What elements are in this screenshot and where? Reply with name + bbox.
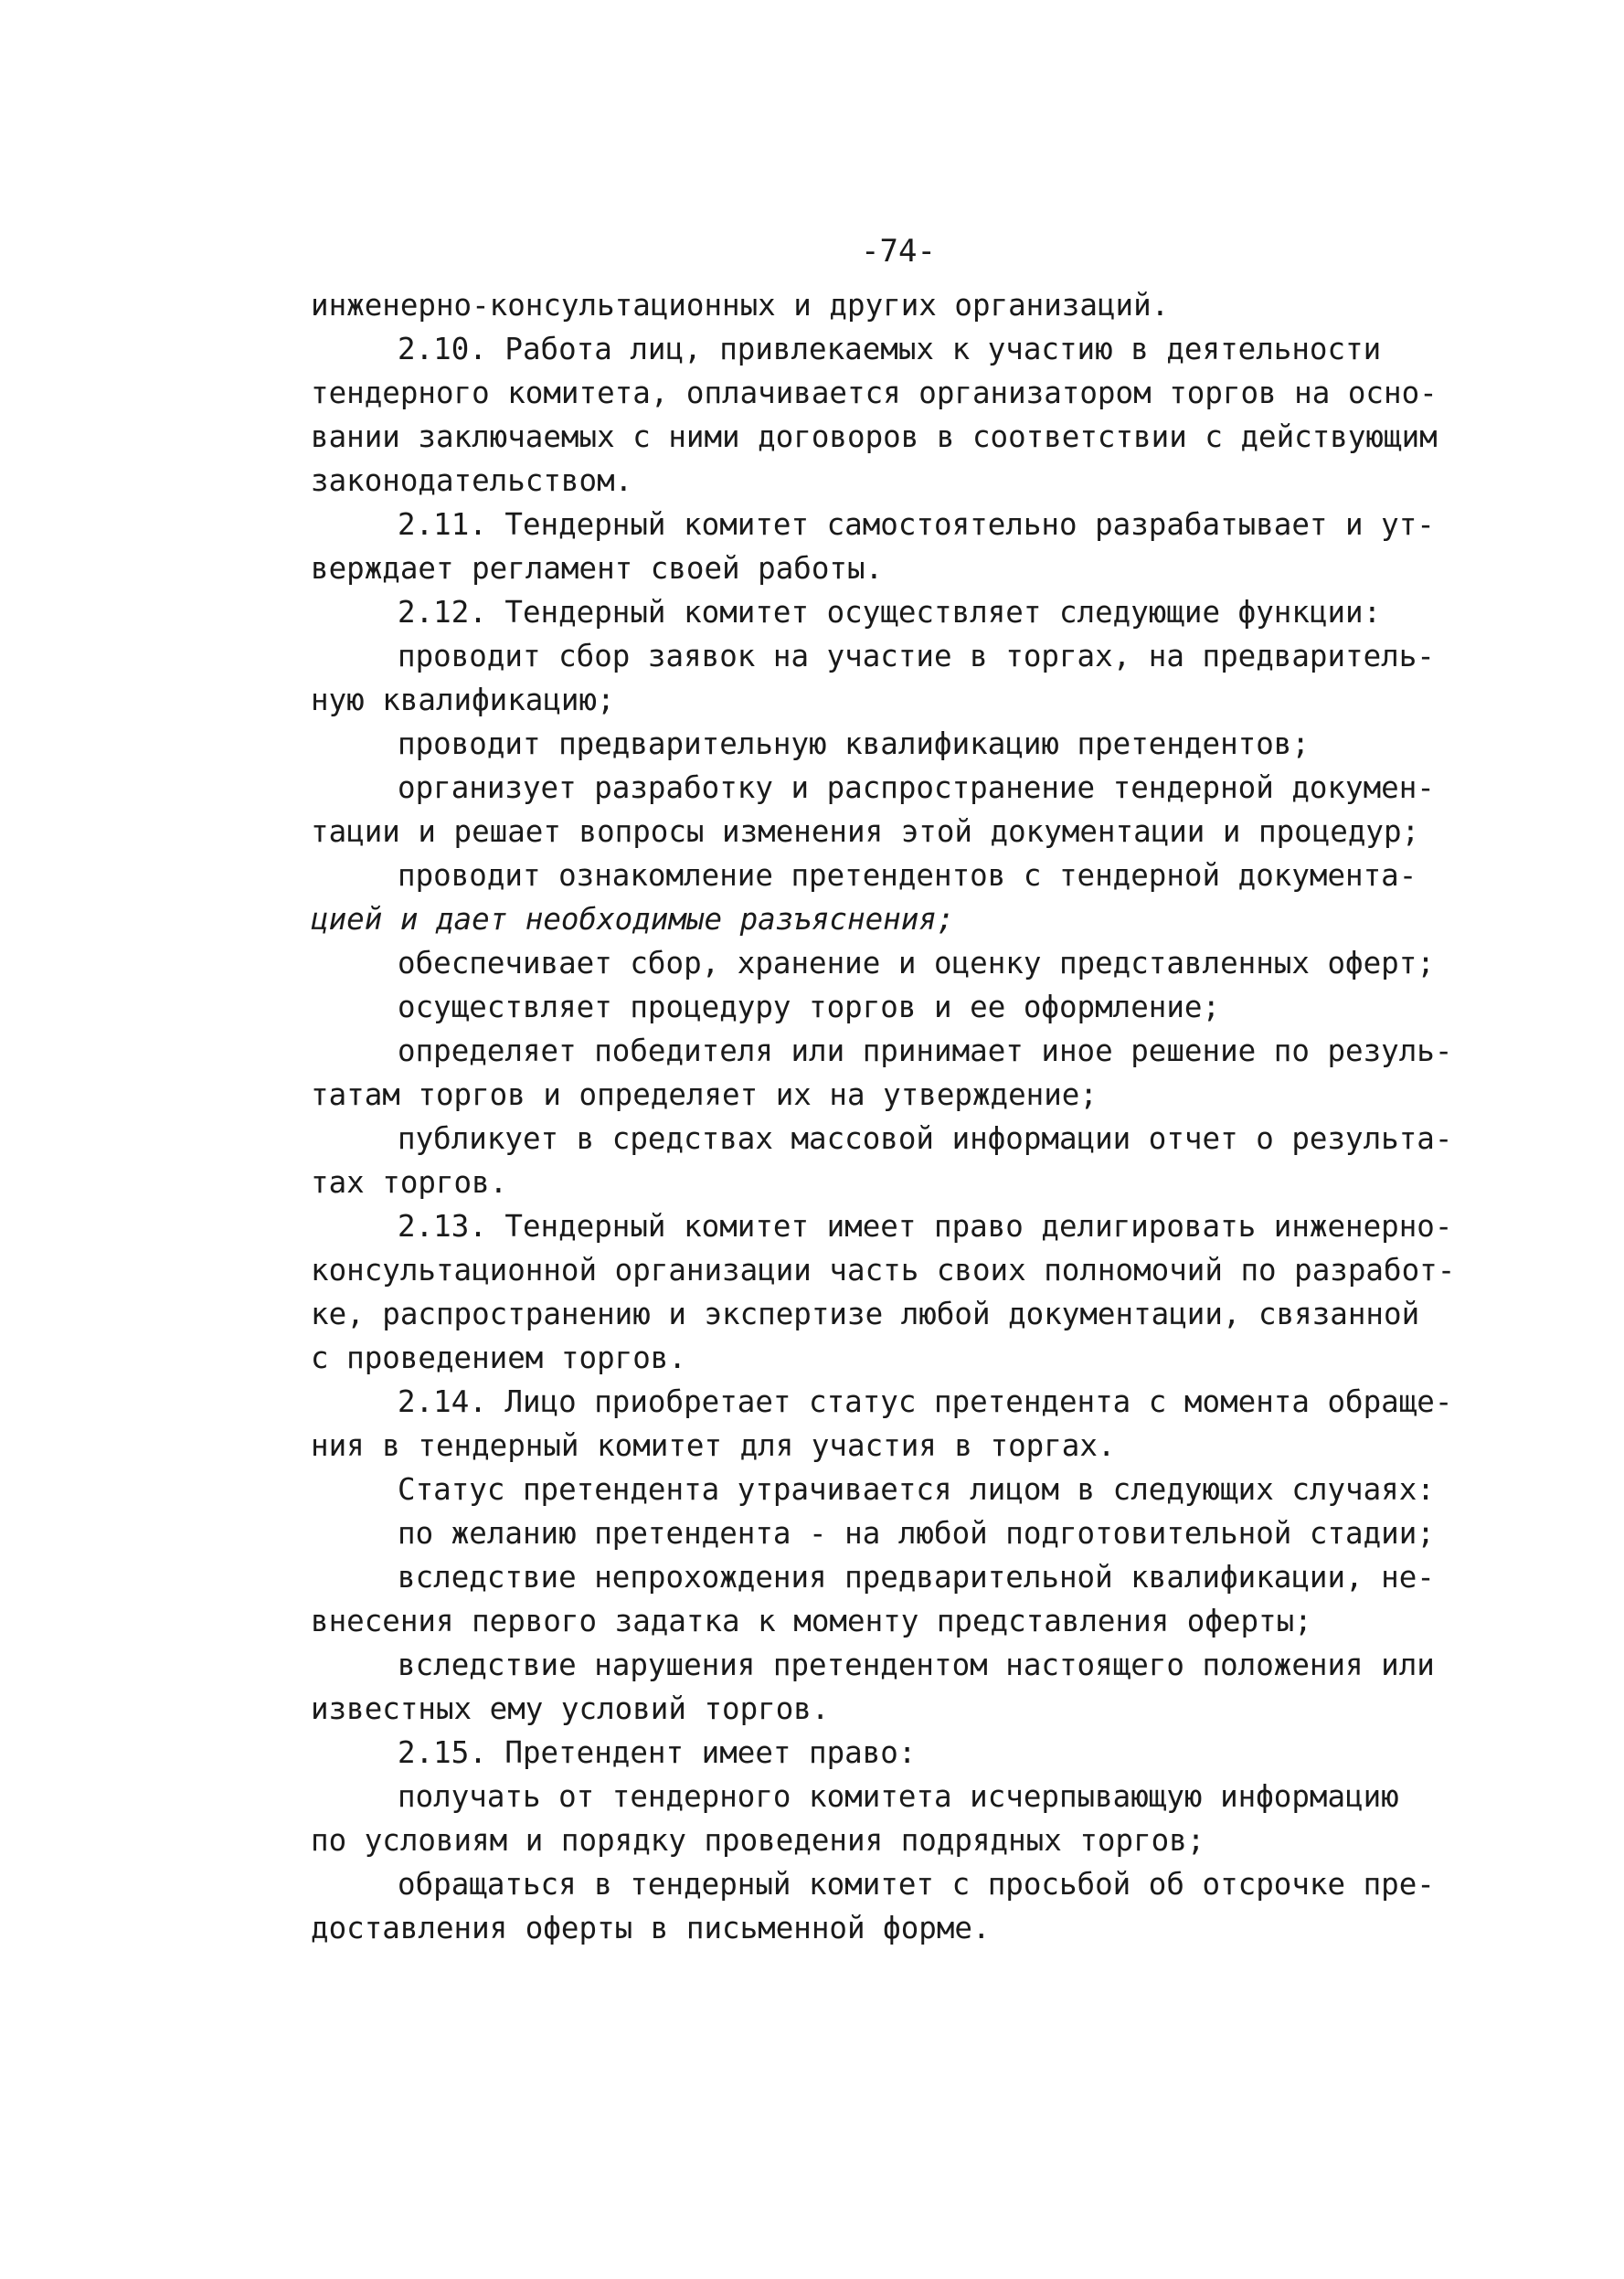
text-line: 2.10. Работа лиц, привлекаемых к участию в деятельности (398, 332, 1382, 366)
text-line: верждает регламент своей работы. (311, 551, 884, 586)
text-line: 2.14. Лицо приобретает статус претендента с момента обраще- (398, 1384, 1453, 1419)
text-line: татам торгов и определяет их на утверждение; (311, 1077, 1098, 1112)
text-line: проводит предварительную квалификацию претендентов; (398, 726, 1310, 761)
text-line: проводит сбор заявок на участие в торгах, на предваритель- (398, 639, 1435, 673)
text-line: 2.13. Тендерный комитет имеет право делигировать инженерно- (398, 1209, 1453, 1244)
text-line: внесения первого задатка к моменту представления оферты; (311, 1604, 1312, 1638)
text-line: организует разработку и распространение тендерной докумен- (398, 770, 1435, 805)
text-line: инженерно-консультационных и других организаций. (311, 288, 1170, 323)
text-line: тах торгов. (311, 1165, 508, 1200)
text-line: ке, распространению и экспертизе любой документации, связанной (311, 1297, 1420, 1331)
text-line: вследствие непрохождения предварительной квалификации, не- (398, 1560, 1435, 1595)
text-line: публикует в средствах массовой информации отчет о результа- (398, 1121, 1453, 1156)
text-line: известных ему условий торгов. (311, 1691, 830, 1726)
text-line: ния в тендерный комитет для участия в торгах. (311, 1428, 1116, 1463)
text-line: обращаться в тендерный комитет с просьбой об отсрочке пре- (398, 1867, 1435, 1902)
document-body (311, 283, 1481, 1950)
text-line: проводит ознакомление претендентов с тендерной документа- (398, 858, 1417, 893)
text-line: по желанию претендента - на любой подготовительной стадии; (398, 1516, 1435, 1551)
text-line: определяет победителя или принимает иное решение по резуль- (398, 1034, 1453, 1068)
text-line: 2.12. Тендерный комитет осуществляет следующие функции: (398, 595, 1382, 630)
text-line: тации и решает вопросы изменения этой документации и процедур; (311, 814, 1420, 849)
text-line: цией и дает необходимые разъяснения; (311, 902, 955, 937)
text-line: с проведением торгов. (311, 1341, 686, 1375)
text-line: Статус претендента утрачивается лицом в следующих случаях: (398, 1472, 1435, 1507)
page-number: -74- (861, 233, 936, 270)
text-line: 2.11. Тендерный комитет самостоятельно разрабатывает и ут- (398, 507, 1435, 542)
text-line: получать от тендерного комитета исчерпывающую информацию (398, 1779, 1399, 1814)
text-line: доставления оферты в письменной форме. (311, 1911, 991, 1945)
text-line: вании заключаемых с ними договоров в соответствии с действующим (311, 419, 1438, 454)
text-line: вследствие нарушения претендентом настоящего положения или (398, 1648, 1435, 1682)
text-line: 2.15. Претендент имеет право: (398, 1735, 917, 1770)
text-line: консультационной организации часть своих полномочий по разработ- (311, 1253, 1456, 1288)
text-line: тендерного комитета, оплачивается организатором торгов на осно- (311, 376, 1438, 410)
text-line: по условиям и порядку проведения подрядных торгов; (311, 1823, 1205, 1858)
text-line: осуществляет процедуру торгов и ее оформление; (398, 990, 1221, 1024)
text-line: законодательством. (311, 463, 633, 498)
text-line: обеспечивает сбор, хранение и оценку представленных оферт; (398, 946, 1435, 980)
text-line: ную квалификацию; (311, 683, 615, 717)
